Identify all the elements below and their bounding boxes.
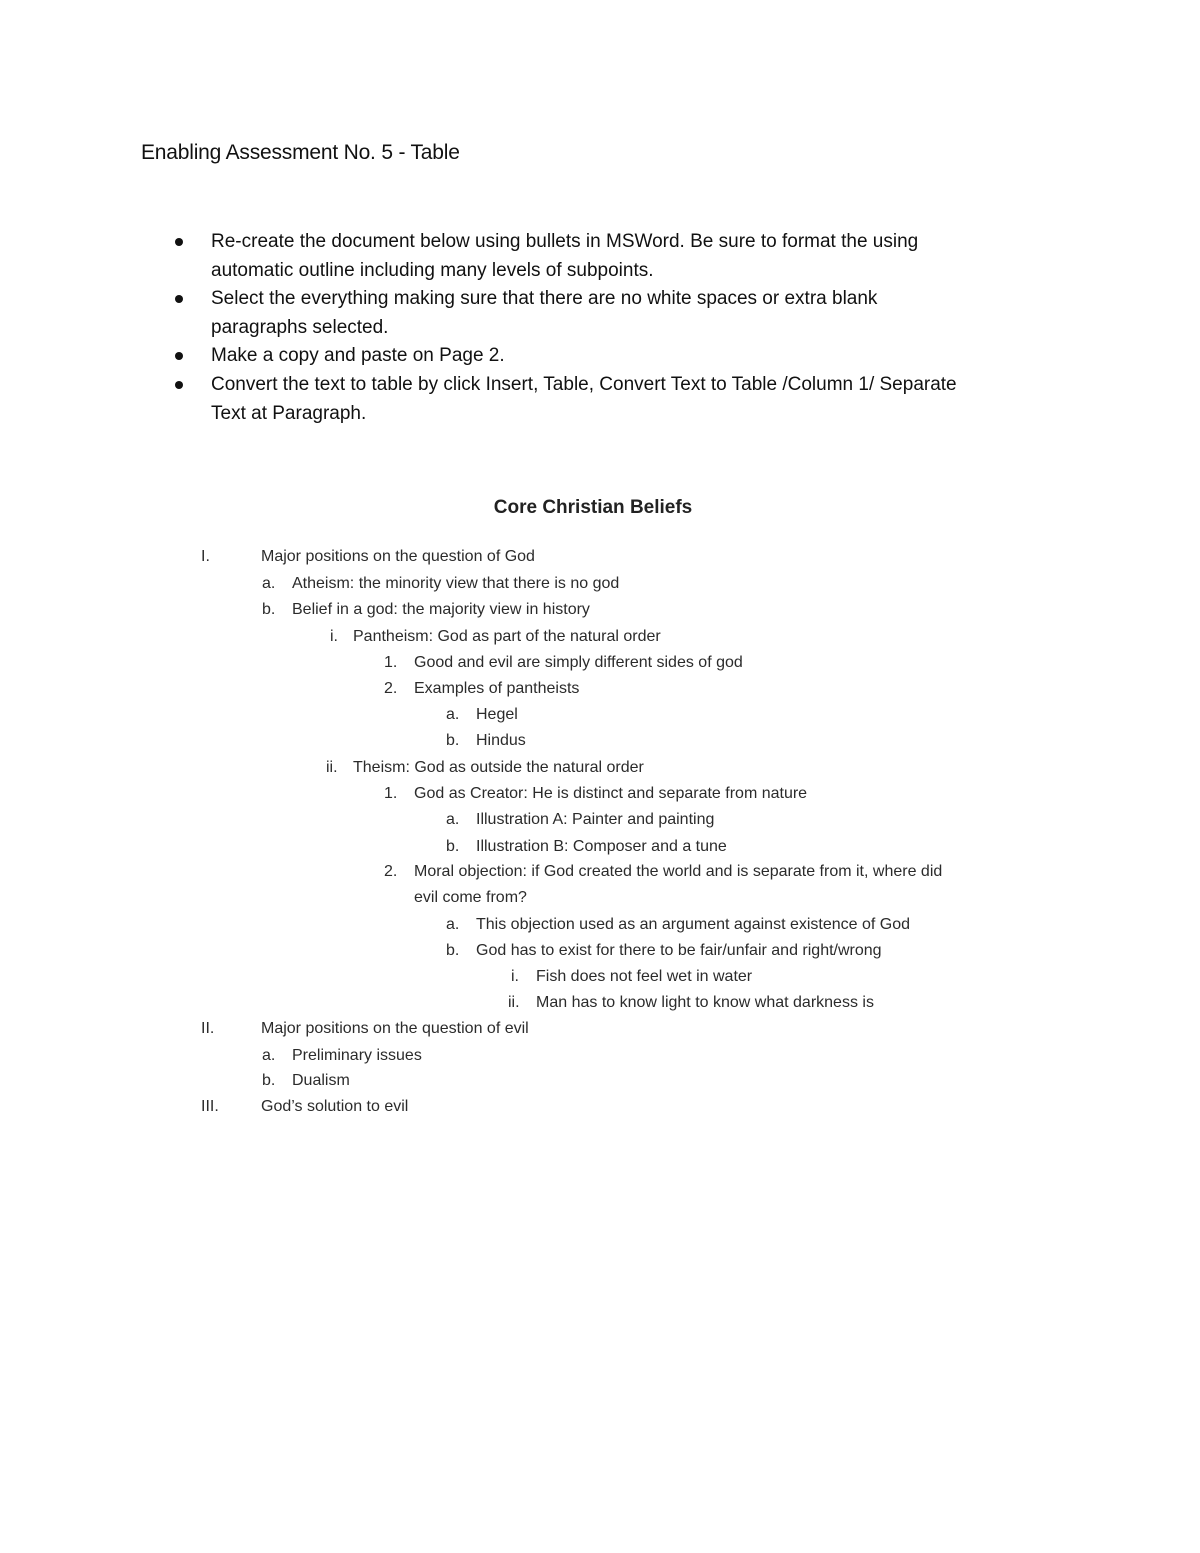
outline-text: Atheism: the minority view that there is no god xyxy=(292,575,620,592)
outline-marker: III. xyxy=(201,1098,219,1115)
outline-marker: II. xyxy=(201,1020,215,1037)
outline-marker: 2. xyxy=(384,680,398,697)
outline-marker: I. xyxy=(201,548,210,565)
bullet-item xyxy=(171,371,1071,428)
outline-text: Hegel xyxy=(476,706,518,723)
outline-marker: i. xyxy=(330,628,338,645)
outline-text: Man has to know light to know what darkness is xyxy=(536,994,874,1011)
outline-text: Illustration B: Composer and a tune xyxy=(476,838,727,855)
outline-text: This objection used as an argument against existence of God xyxy=(476,916,911,933)
outline-text: Major positions on the question of God xyxy=(261,548,535,565)
outline-text: Theism: God as outside the natural order xyxy=(353,759,644,776)
outline-text: God has to exist for there to be fair/unfair and right/wrong xyxy=(476,942,882,959)
bullet-line: paragraphs selected. xyxy=(211,316,389,338)
bullet-item xyxy=(171,228,1071,285)
bullet-line: Select the everything making sure that there are no white spaces or extra blank xyxy=(211,288,878,310)
outline-text: Fish does not feel wet in water xyxy=(536,968,753,985)
outline-text: Belief in a god: the majority view in history xyxy=(292,601,590,618)
outline-marker: i. xyxy=(511,968,519,985)
outline-text: Moral objection: if God created the world and is separate from it, where did xyxy=(414,863,943,880)
outline-marker: a. xyxy=(446,706,460,723)
outline-text: Preliminary issues xyxy=(292,1047,422,1064)
outline-marker: 2. xyxy=(384,863,398,880)
outline-marker: ii. xyxy=(326,759,338,776)
outline-marker: b. xyxy=(262,1072,276,1089)
instruction-bullet-list xyxy=(171,228,1071,428)
bullet-icon xyxy=(175,295,183,303)
page-title: Enabling Assessment No. 5 - Table xyxy=(141,141,460,164)
outline-marker: ii. xyxy=(508,994,520,1011)
outline-marker: 1. xyxy=(384,654,398,671)
outline-marker: 1. xyxy=(384,785,398,802)
bullet-line: Re-create the document below using bullets in MSWord. Be sure to format the using xyxy=(211,231,919,252)
bullet-icon xyxy=(175,352,183,360)
outline-text: God’s solution to evil xyxy=(261,1098,409,1115)
bullet-icon xyxy=(175,381,183,389)
outline-text-continuation: evil come from? xyxy=(414,889,527,906)
outline-marker: b. xyxy=(262,601,276,618)
bullet-item xyxy=(171,285,1071,342)
outline-marker: a. xyxy=(446,811,460,828)
outline-marker: a. xyxy=(262,575,276,592)
bullet-item xyxy=(171,342,1071,371)
outline-marker: a. xyxy=(446,916,460,933)
outline-text: Good and evil are simply different sides of god xyxy=(414,654,743,671)
bullet-line: automatic outline including many levels of subpoints. xyxy=(211,259,654,281)
outline-title: Core Christian Beliefs xyxy=(493,497,693,518)
outline-marker: b. xyxy=(446,732,460,749)
outline-text: Illustration A: Painter and painting xyxy=(476,811,715,828)
bullet-line: Convert the text to table by click Insert, Table, Convert Text to Table /Column 1/ Separate xyxy=(211,373,957,395)
outline-text: Major positions on the question of evil xyxy=(261,1020,529,1037)
outline-text: Examples of pantheists xyxy=(414,680,580,697)
outline-marker: b. xyxy=(446,838,460,855)
bullet-icon xyxy=(175,238,183,246)
outline-text: Pantheism: God as part of the natural order xyxy=(353,628,661,645)
outline-text: Hindus xyxy=(476,732,526,749)
outline-marker: b. xyxy=(446,942,460,959)
outline-text: Dualism xyxy=(292,1072,350,1089)
outline-marker: a. xyxy=(262,1047,276,1064)
bullet-line: Make a copy and paste on Page 2. xyxy=(211,345,505,367)
outline-text: God as Creator: He is distinct and separate from nature xyxy=(414,785,808,802)
bullet-line: Text at Paragraph. xyxy=(211,402,367,424)
